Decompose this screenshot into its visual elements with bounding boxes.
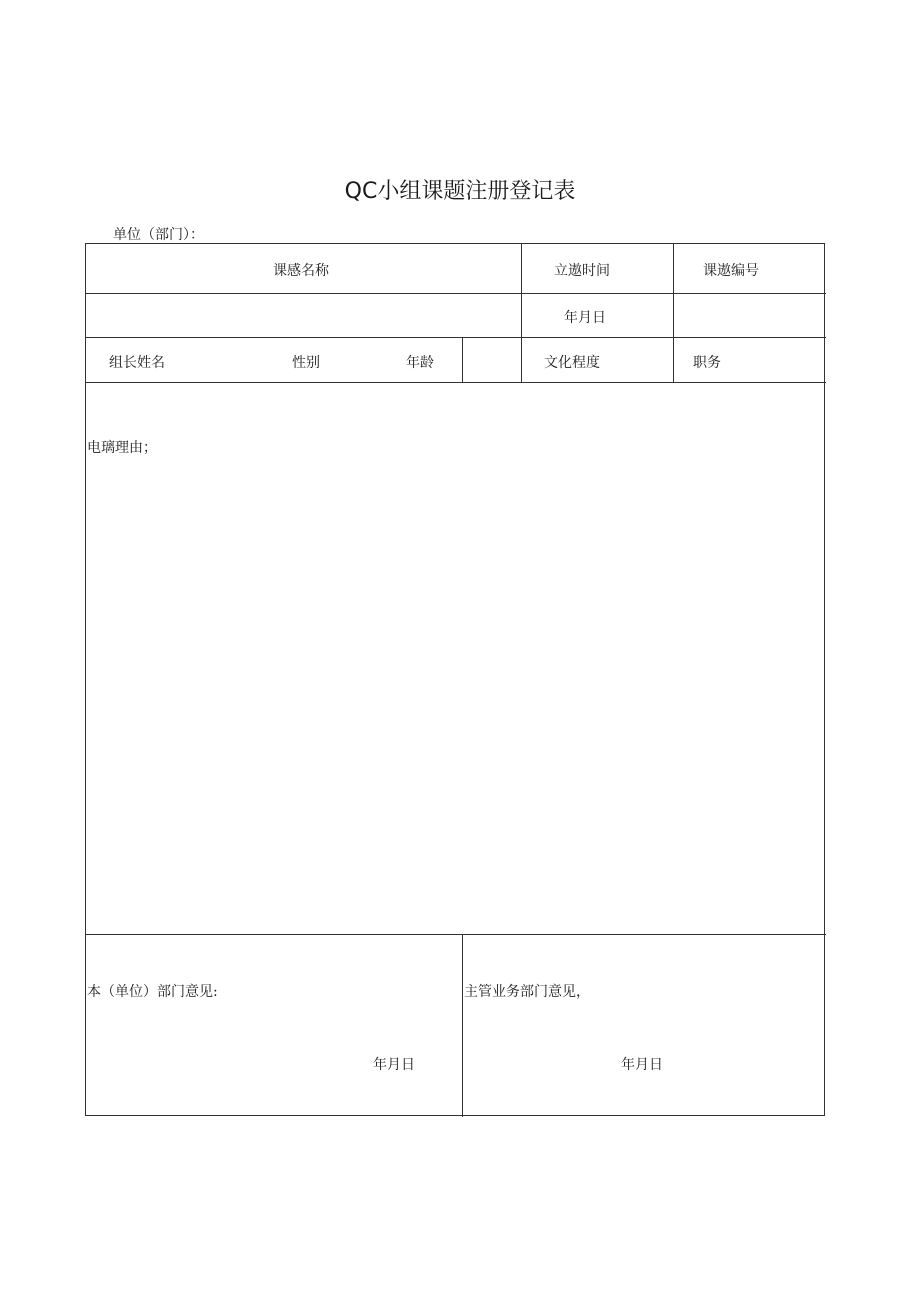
gender-label: 性别 <box>292 355 320 371</box>
topic-number-header: 课遨编号 <box>703 263 759 279</box>
topic-name-header: 课感名称 <box>273 263 329 279</box>
established-time-header: 立遨时间 <box>554 263 610 279</box>
own-department-date: 年月日 <box>373 1057 415 1073</box>
row-divider-2 <box>86 337 826 338</box>
leader-name-label: 组长姓名 <box>109 355 165 371</box>
col-divider-opinions <box>462 934 463 1117</box>
supervisor-opinion-label: 主管业务部门意见， <box>464 984 590 1000</box>
own-department-opinion-label: 本（单位）部门意见: <box>87 984 218 1000</box>
form-title: QC小组课题注册登记表 <box>344 179 576 204</box>
unit-department-label: 单位（部门）： <box>113 227 204 243</box>
age-label: 年龄 <box>406 355 434 371</box>
position-label: 职务 <box>693 355 721 371</box>
supervisor-date: 年月日 <box>621 1057 663 1073</box>
row-divider-4 <box>86 934 826 935</box>
row-divider-3 <box>86 382 826 383</box>
registration-form-table <box>85 243 825 1116</box>
col-divider-time <box>521 244 522 382</box>
education-label: 文化程度 <box>544 355 600 371</box>
row-divider-1 <box>86 293 826 294</box>
col-divider-number <box>673 244 674 382</box>
application-reason-label: 电璃理由； <box>87 440 157 456</box>
col-divider-age-value <box>462 337 463 382</box>
established-date-placeholder: 年月日 <box>564 310 606 326</box>
